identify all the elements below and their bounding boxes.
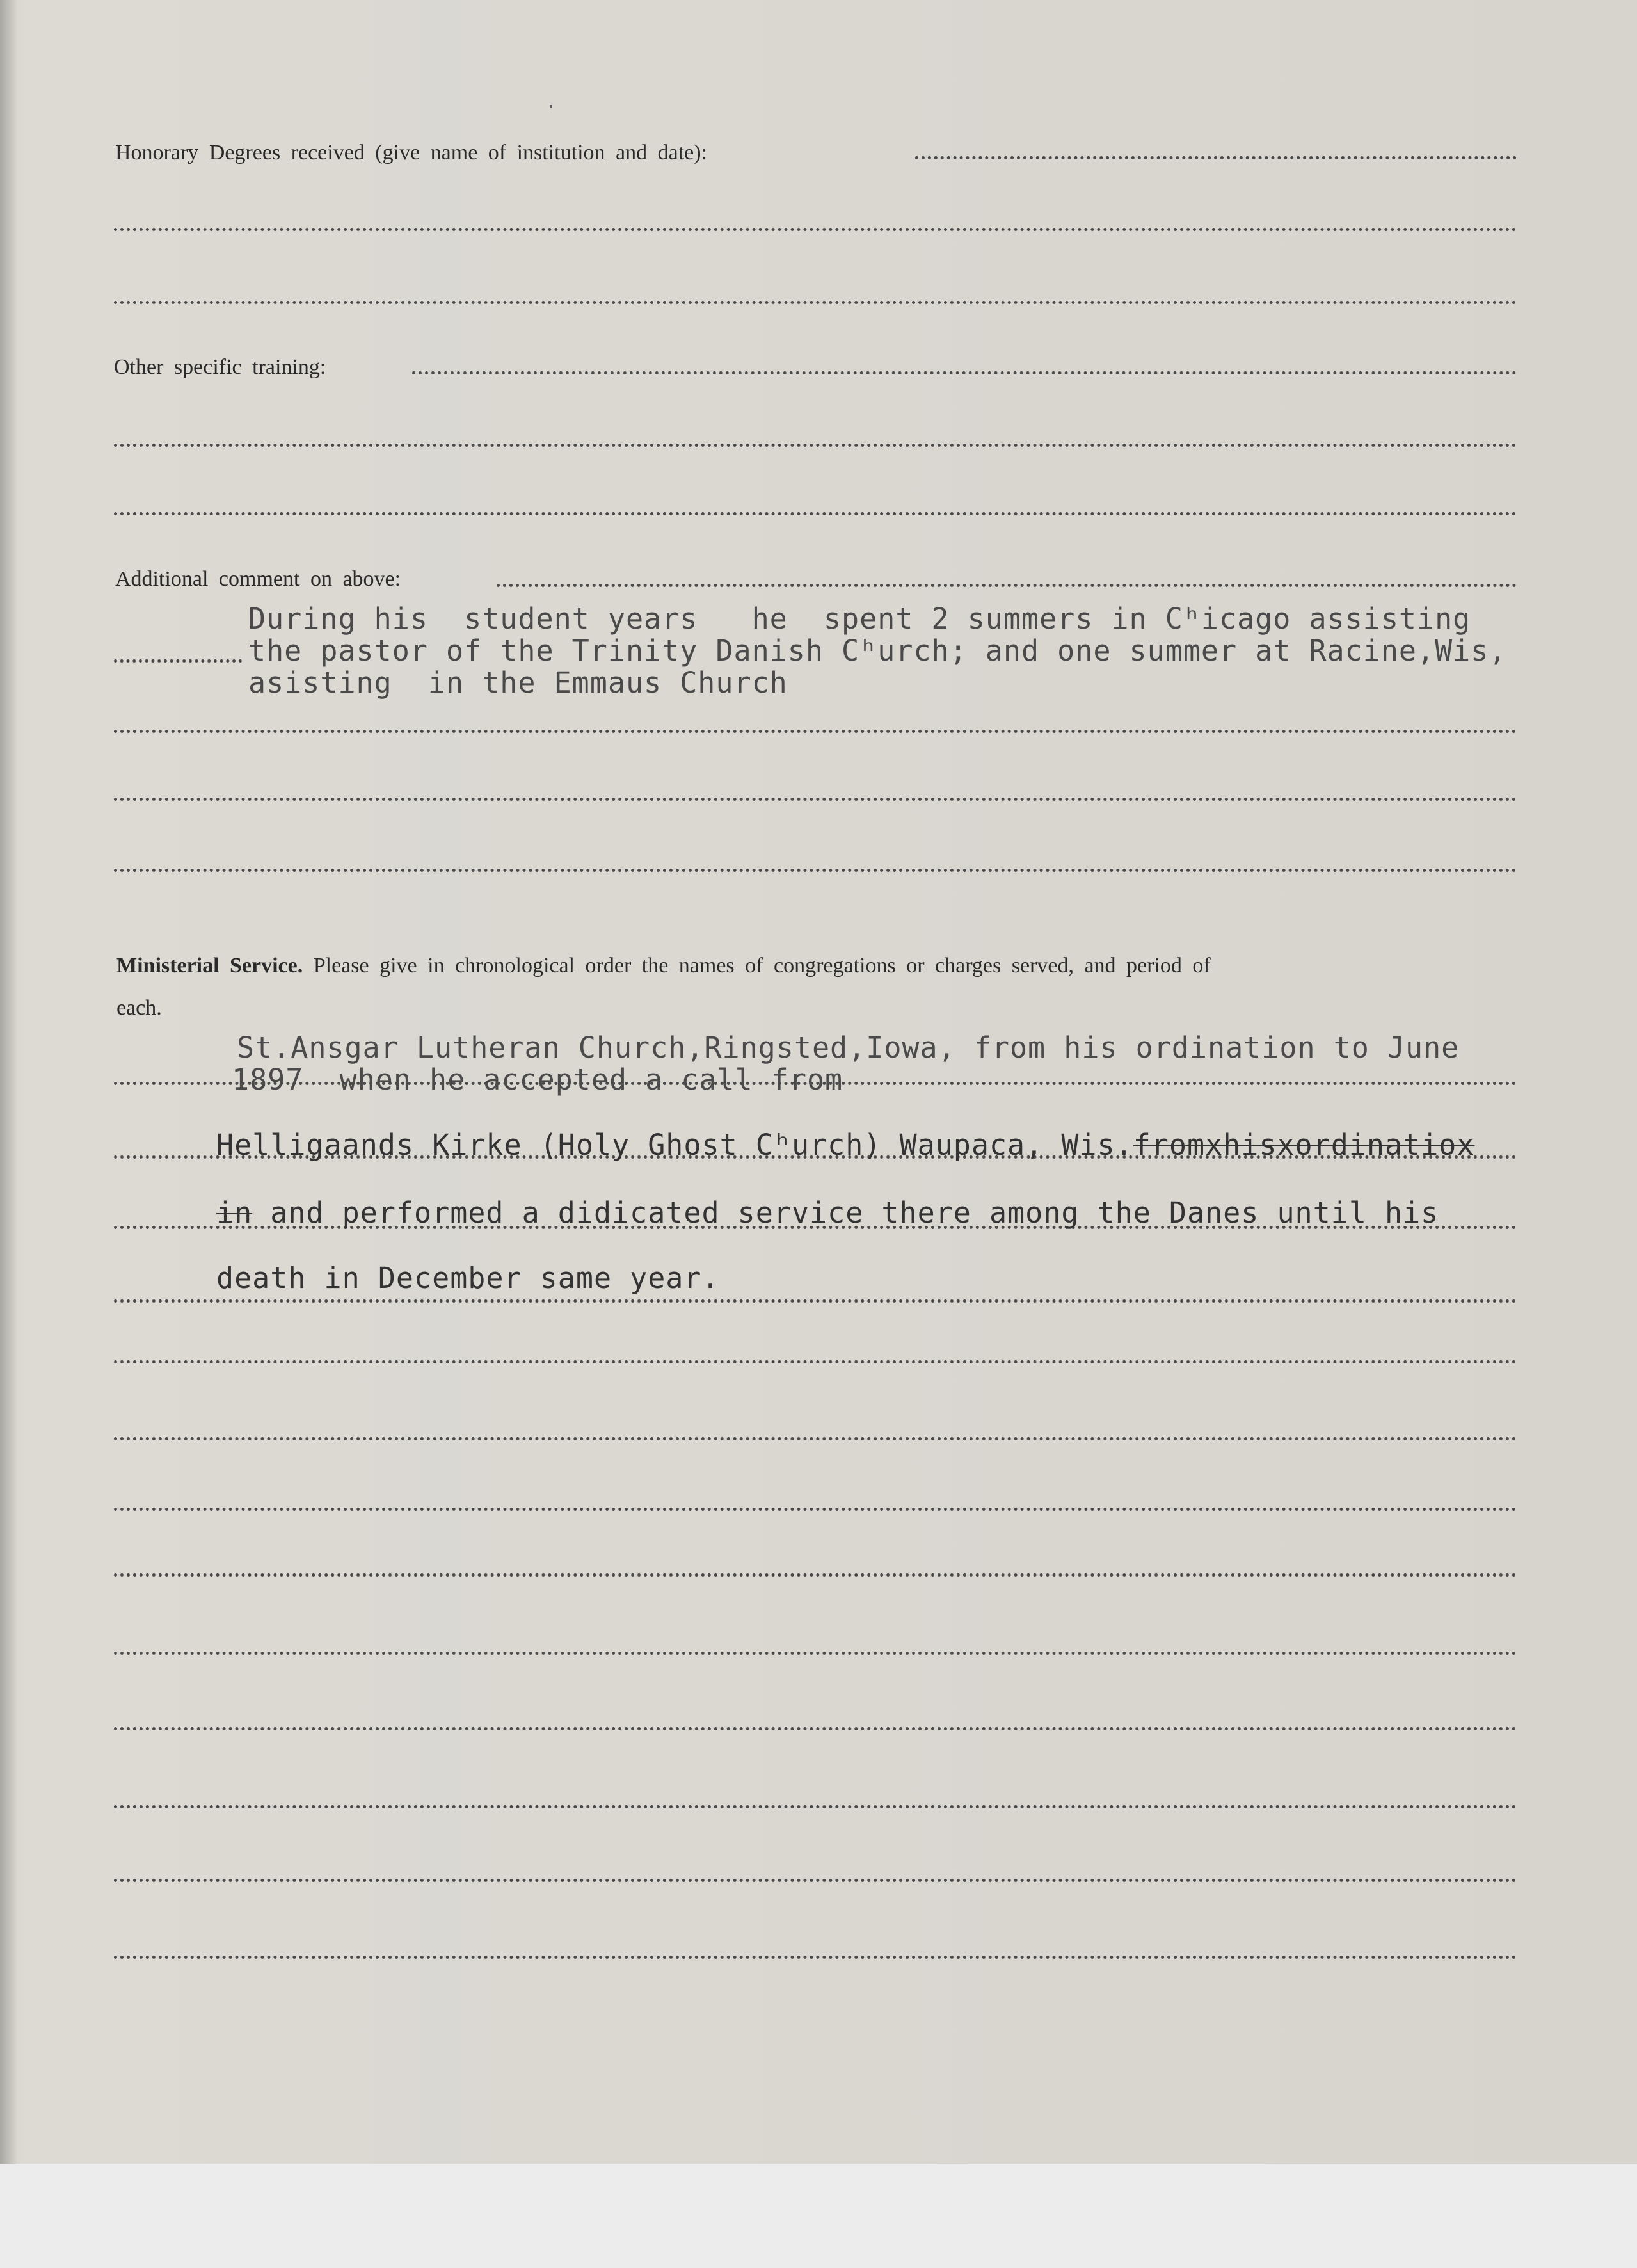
typed-service-line-5: death in December same year. — [216, 1261, 720, 1295]
service-line-5[interactable] — [114, 1360, 1517, 1363]
honorary-degrees-label: Honorary Degrees received (give name of institution and date): — [115, 141, 708, 165]
typed-service-line-3-text: Helligaands Kirke (Holy Ghost Cʰurch) Waupaca, Wis. — [216, 1128, 1133, 1162]
typed-service-line-4-text: and performed a didicated service there among the Danes until his — [252, 1196, 1439, 1230]
other-training-line-2[interactable] — [114, 444, 1517, 447]
service-line-10[interactable] — [114, 1727, 1517, 1730]
service-line-13[interactable] — [114, 1956, 1517, 1959]
additional-comment-label: Additional comment on above: — [115, 567, 401, 591]
additional-comment-line-4[interactable] — [114, 798, 1517, 801]
typed-service-line-3-struck: fromxhisxordinatiox — [1133, 1128, 1475, 1162]
typed-service-line-3 — [216, 1128, 1474, 1162]
honorary-degrees-line-2[interactable] — [114, 228, 1517, 231]
additional-comment-line-3[interactable] — [114, 730, 1517, 733]
typed-comment-line-1: During his student years he spent 2 summers in Cʰicago assisting — [248, 602, 1471, 636]
service-line-9[interactable] — [114, 1652, 1517, 1655]
honorary-degrees-line-3[interactable] — [114, 301, 1517, 304]
ministerial-service-instructions: Please give in chronological order the names of congregations or charges served, and period of — [313, 954, 1211, 977]
ink-speck: · — [545, 96, 557, 118]
service-line-4[interactable] — [114, 1299, 1517, 1303]
additional-comment-line-1[interactable] — [497, 584, 1517, 587]
service-line-11[interactable] — [114, 1805, 1517, 1808]
additional-comment-line-5[interactable] — [114, 869, 1517, 872]
other-training-line-1[interactable] — [412, 371, 1517, 374]
typed-comment-line-2: the pastor of the Trinity Danish Cʰurch; and one summer at Racine,Wis, — [248, 634, 1507, 668]
honorary-degrees-line-1[interactable] — [915, 156, 1517, 159]
ministerial-service-bold: Ministerial Service. — [116, 954, 303, 977]
scan-background-strip — [0, 2164, 1637, 2268]
additional-comment-line-2-start[interactable] — [114, 659, 242, 663]
typed-service-line-2: 1897 when he accepted a call from — [232, 1063, 843, 1097]
typed-service-line-1: St.Ansgar Lutheran Church,Ringsted,Iowa, from his ordination to June — [237, 1031, 1460, 1065]
service-line-6[interactable] — [114, 1437, 1517, 1440]
typed-comment-line-3: asisting in the Emmaus Church — [248, 666, 788, 700]
service-line-12[interactable] — [114, 1879, 1517, 1882]
other-training-label: Other specific training: — [114, 355, 326, 379]
typed-service-line-4-struck: in — [216, 1196, 253, 1230]
typed-service-line-4 — [216, 1196, 1439, 1230]
other-training-line-3[interactable] — [114, 512, 1517, 515]
ministerial-service-cont: each. — [116, 996, 162, 1020]
service-line-7[interactable] — [114, 1508, 1517, 1511]
page-edge-shadow — [0, 0, 17, 2164]
service-line-8[interactable] — [114, 1573, 1517, 1577]
ministerial-service-heading — [116, 954, 1211, 978]
